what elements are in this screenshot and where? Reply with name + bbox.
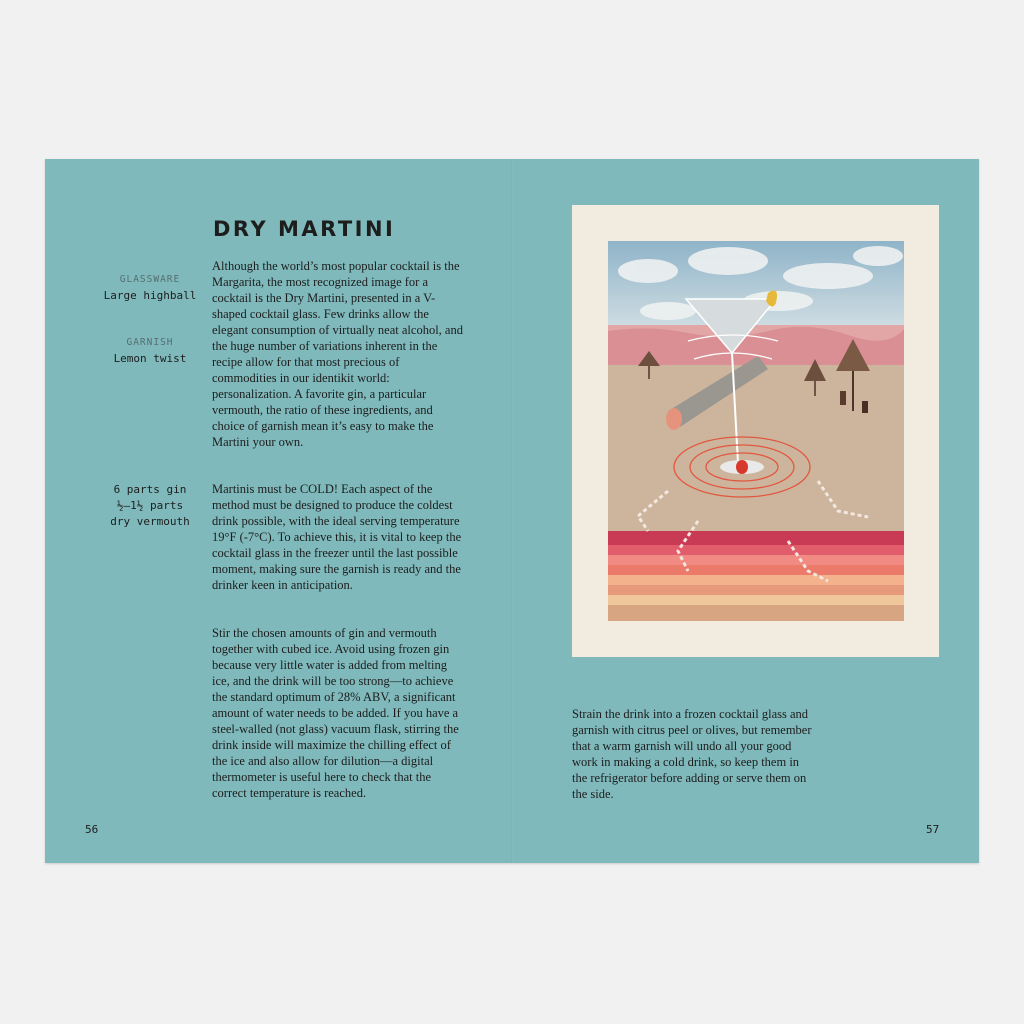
book-spread <box>45 159 979 863</box>
garnish-info <box>75 337 225 365</box>
page-number-right: 57 <box>926 823 940 836</box>
ingredient-line: ½–1½ parts <box>116 499 184 512</box>
illustration-plate <box>572 205 939 657</box>
glassware-info <box>75 274 225 302</box>
intro-paragraph: Although the world’s most popular cocktail is the Margarita, the most recognized image for a cocktail is the Dry Martini, presented in a V-shaped cocktail glass. Few drinks allow the elegant consumption of virtually neat alcohol, and the huge number of variations inherent in the recipe allow for that most precious of commodities in our identikit world: personalization. A favorite gin, a particular vermouth, the ratio of these ingredients, and choice of garnish mean it’s easy to make the Martini your own. <box>212 259 463 449</box>
garnish-value: Lemon twist <box>113 352 187 365</box>
method-paragraph: Martinis must be COLD! Each aspect of the method must be designed to produce the coldest drink possible, with the ideal serving temperature 19°F (-7°C). To achieve this, it is vital to keep the cocktail glass in the freezer until the last possible moment, making sure the garnish is ready and the drinker keen in anticipation. <box>212 482 462 592</box>
glassware-value: Large highball <box>103 289 197 302</box>
collage-illustration <box>608 241 904 621</box>
page-number-left: 56 <box>85 823 99 836</box>
ingredient-line: 6 parts gin <box>113 483 187 496</box>
glassware-label: GLASSWARE <box>119 274 181 285</box>
garnish-label: GARNISH <box>126 337 174 348</box>
straining-paragraph: Strain the drink into a frozen cocktail glass and garnish with citrus peel or olives, but remember that a warm garnish will undo all your good work in making a cold drink, so keep them in the refrigerator before adding or serve them on the side. <box>572 707 812 801</box>
ingredient-line: dry vermouth <box>110 515 190 528</box>
recipe-title: DRY MARTINI <box>213 217 396 241</box>
ingredients-list <box>75 482 225 530</box>
stirring-paragraph: Stir the chosen amounts of gin and vermouth together with cubed ice. Avoid using frozen gin because very little water is added from melting ice, and the drink will be too strong—to achieve the standard optimum of 28% ABV, a significant amount of water needs to be added. If you have a steel-walled (not glass) vacuum flask, stirring the drink inside will maximize the chilling effect of the ice and also allow for dilution—a digital thermometer is useful here to check that the correct temperature is reached. <box>212 626 459 800</box>
gutter <box>511 159 513 863</box>
